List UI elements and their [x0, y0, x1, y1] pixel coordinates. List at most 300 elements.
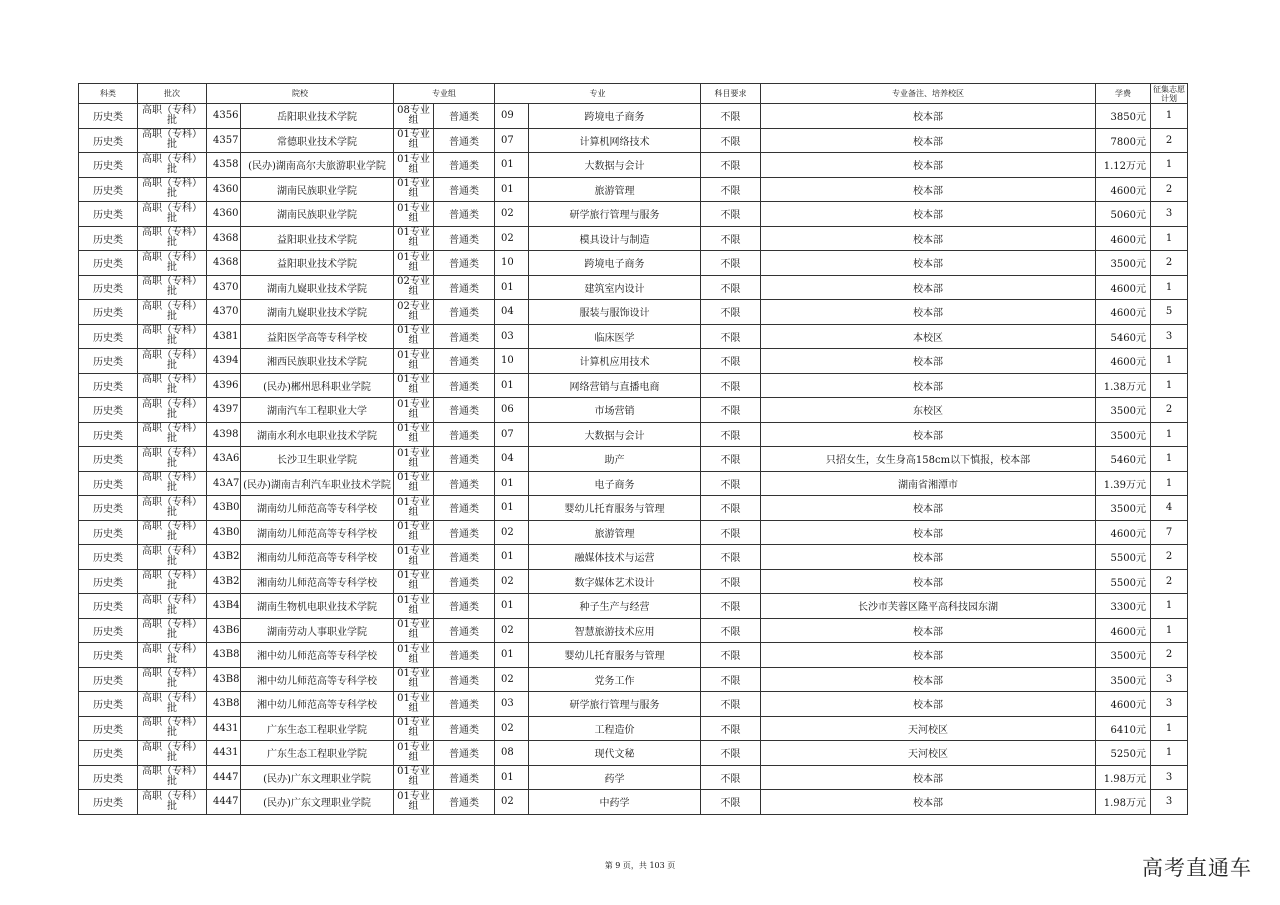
cell-batch-line: 批 — [167, 555, 177, 567]
cell-group-code-line: 01专业 — [397, 374, 430, 386]
table-row — [79, 153, 1188, 178]
cell-fee: 5250元 — [1096, 741, 1151, 766]
cell-group-code-line: 组 — [408, 580, 419, 592]
cell-school-code: 4358 — [207, 153, 241, 178]
cell-major-code: 01 — [495, 275, 529, 300]
cell-group-type: 普通类 — [434, 226, 495, 251]
cell-group-code-line: 组 — [408, 482, 419, 494]
cell-fee: 4600元 — [1096, 349, 1151, 374]
cell-batch — [138, 716, 207, 741]
cell-group-code-line: 组 — [408, 604, 419, 616]
cell-major-name: 助产 — [529, 447, 701, 472]
cell-plan: 1 — [1151, 373, 1188, 398]
cell-fee: 1.39万元 — [1096, 471, 1151, 496]
cell-batch-line: 高职（专科） — [142, 570, 202, 582]
cell-note: 校本部 — [761, 177, 1096, 202]
cell-group-code-line: 组 — [408, 114, 419, 126]
cell-category: 历史类 — [79, 643, 138, 668]
cell-major-code: 03 — [495, 324, 529, 349]
header-note: 专业备注、培养校区 — [761, 84, 1096, 104]
cell-batch — [138, 104, 207, 129]
cell-group-type: 普通类 — [434, 153, 495, 178]
cell-group-code-line: 组 — [408, 310, 419, 322]
cell-group-code-line: 组 — [408, 800, 419, 812]
cell-school-code: 4356 — [207, 104, 241, 129]
cell-batch-line: 批 — [167, 629, 177, 641]
cell-batch — [138, 202, 207, 227]
cell-group-type: 普通类 — [434, 422, 495, 447]
cell-major-name: 建筑室内设计 — [529, 275, 701, 300]
cell-category: 历史类 — [79, 667, 138, 692]
table-row — [79, 765, 1188, 790]
cell-plan: 2 — [1151, 545, 1188, 570]
cell-category: 历史类 — [79, 520, 138, 545]
cell-batch-line: 批 — [167, 286, 177, 298]
cell-batch-line: 高职（专科） — [142, 643, 202, 655]
cell-group-code-line: 01专业 — [397, 741, 430, 753]
cell-category: 历史类 — [79, 398, 138, 423]
cell-category: 历史类 — [79, 692, 138, 717]
cell-school-name: 湘中幼儿师范高等专科学校 — [241, 667, 394, 692]
cell-batch-line: 高职（专科） — [142, 717, 202, 729]
cell-school-code: 43B8 — [207, 643, 241, 668]
cell-group-code — [394, 716, 434, 741]
cell-note: 校本部 — [761, 618, 1096, 643]
cell-school-name: 湖南幼儿师范高等专科学校 — [241, 496, 394, 521]
cell-note: 校本部 — [761, 790, 1096, 815]
cell-group-code-line: 组 — [408, 653, 419, 665]
cell-fee: 5460元 — [1096, 324, 1151, 349]
cell-fee: 3500元 — [1096, 398, 1151, 423]
cell-fee: 5460元 — [1096, 447, 1151, 472]
cell-major-code: 01 — [495, 496, 529, 521]
table-row — [79, 275, 1188, 300]
cell-batch — [138, 447, 207, 472]
cell-group-code — [394, 104, 434, 129]
cell-major-name: 大数据与会计 — [529, 422, 701, 447]
cell-major-code: 01 — [495, 594, 529, 619]
cell-school-code: 4397 — [207, 398, 241, 423]
table-row — [79, 569, 1188, 594]
table-row — [79, 594, 1188, 619]
cell-category: 历史类 — [79, 349, 138, 374]
cell-major-name: 服装与服饰设计 — [529, 300, 701, 325]
cell-subject-req: 不限 — [701, 569, 761, 594]
cell-plan: 3 — [1151, 324, 1188, 349]
cell-fee: 4600元 — [1096, 618, 1151, 643]
cell-category: 历史类 — [79, 226, 138, 251]
cell-group-code-line: 组 — [408, 751, 419, 763]
cell-school-name: 湖南水利水电职业技术学院 — [241, 422, 394, 447]
cell-school-code: 4431 — [207, 741, 241, 766]
cell-major-code: 03 — [495, 692, 529, 717]
cell-school-code: 43B8 — [207, 667, 241, 692]
cell-major-name: 婴幼儿托育服务与管理 — [529, 496, 701, 521]
cell-batch-line: 批 — [167, 408, 177, 420]
cell-group-type: 普通类 — [434, 373, 495, 398]
table-row — [79, 447, 1188, 472]
cell-plan: 1 — [1151, 104, 1188, 129]
cell-major-code: 01 — [495, 177, 529, 202]
cell-group-code-line: 02专业 — [397, 276, 430, 288]
table-row — [79, 373, 1188, 398]
cell-group-code-line: 组 — [408, 629, 419, 641]
cell-school-code: 43A7 — [207, 471, 241, 496]
cell-plan: 3 — [1151, 790, 1188, 815]
cell-fee: 3500元 — [1096, 667, 1151, 692]
cell-group-type: 普通类 — [434, 128, 495, 153]
cell-group-code-line: 01专业 — [397, 717, 430, 729]
cell-group-code — [394, 765, 434, 790]
cell-major-code: 01 — [495, 545, 529, 570]
cell-group-code-line: 01专业 — [397, 349, 430, 361]
cell-subject-req: 不限 — [701, 790, 761, 815]
cell-major-code: 01 — [495, 643, 529, 668]
cell-note: 校本部 — [761, 569, 1096, 594]
cell-group-code-line: 组 — [408, 286, 419, 298]
cell-group-code-line: 组 — [408, 457, 419, 469]
cell-major-name: 种子生产与经营 — [529, 594, 701, 619]
cell-group-code-line: 01专业 — [397, 202, 430, 214]
cell-school-code: 4381 — [207, 324, 241, 349]
cell-group-code-line: 组 — [408, 335, 419, 347]
cell-batch-line: 高职（专科） — [142, 472, 202, 484]
cell-group-code-line: 01专业 — [397, 668, 430, 680]
cell-school-name: 湖南九嶷职业技术学院 — [241, 300, 394, 325]
cell-school-name: 常德职业技术学院 — [241, 128, 394, 153]
cell-group-code-line: 组 — [408, 139, 419, 151]
cell-category: 历史类 — [79, 447, 138, 472]
cell-batch-line: 批 — [167, 310, 177, 322]
cell-note: 本校区 — [761, 324, 1096, 349]
cell-subject-req: 不限 — [701, 471, 761, 496]
cell-fee: 4600元 — [1096, 226, 1151, 251]
table-row — [79, 128, 1188, 153]
cell-group-type: 普通类 — [434, 177, 495, 202]
cell-group-code-line: 01专业 — [397, 325, 430, 337]
cell-batch-line: 批 — [167, 212, 177, 224]
cell-batch-line: 高职（专科） — [142, 496, 202, 508]
cell-major-name: 数字媒体艺术设计 — [529, 569, 701, 594]
cell-batch-line: 高职（专科） — [142, 178, 202, 190]
cell-plan: 1 — [1151, 226, 1188, 251]
cell-group-code — [394, 643, 434, 668]
cell-plan: 7 — [1151, 520, 1188, 545]
cell-school-code: 4398 — [207, 422, 241, 447]
cell-group-type: 普通类 — [434, 643, 495, 668]
cell-group-code-line: 01专业 — [397, 643, 430, 655]
cell-subject-req: 不限 — [701, 104, 761, 129]
cell-batch-line: 批 — [167, 531, 177, 543]
header-fee: 学费 — [1096, 84, 1151, 104]
cell-group-type: 普通类 — [434, 471, 495, 496]
cell-group-code-line: 组 — [408, 506, 419, 518]
cell-major-code: 01 — [495, 471, 529, 496]
cell-major-name: 跨境电子商务 — [529, 104, 701, 129]
cell-plan: 1 — [1151, 153, 1188, 178]
cell-group-type: 普通类 — [434, 520, 495, 545]
cell-batch — [138, 569, 207, 594]
cell-subject-req: 不限 — [701, 692, 761, 717]
cell-group-code — [394, 153, 434, 178]
cell-group-code — [394, 741, 434, 766]
cell-group-code — [394, 618, 434, 643]
cell-major-code: 01 — [495, 153, 529, 178]
cell-fee: 4600元 — [1096, 275, 1151, 300]
cell-batch-line: 批 — [167, 188, 177, 200]
cell-group-code-line: 08专业 — [397, 104, 430, 116]
cell-subject-req: 不限 — [701, 349, 761, 374]
cell-subject-req: 不限 — [701, 398, 761, 423]
cell-fee: 4600元 — [1096, 177, 1151, 202]
cell-batch — [138, 545, 207, 570]
cell-batch — [138, 496, 207, 521]
page-number: 第 9 页，共 103 页 — [604, 861, 676, 870]
cell-school-code: 43B8 — [207, 692, 241, 717]
cell-plan: 1 — [1151, 618, 1188, 643]
cell-batch — [138, 226, 207, 251]
cell-major-code: 02 — [495, 226, 529, 251]
cell-major-name: 现代文秘 — [529, 741, 701, 766]
cell-group-code-line: 组 — [408, 163, 419, 175]
cell-category: 历史类 — [79, 251, 138, 276]
cell-school-name: 岳阳职业技术学院 — [241, 104, 394, 129]
cell-batch-line: 高职（专科） — [142, 398, 202, 410]
cell-category: 历史类 — [79, 765, 138, 790]
cell-school-name: 湖南民族职业学院 — [241, 202, 394, 227]
table-row — [79, 667, 1188, 692]
cell-school-code: 4447 — [207, 765, 241, 790]
cell-group-code-line: 01专业 — [397, 692, 430, 704]
cell-group-code-line: 01专业 — [397, 766, 430, 778]
cell-subject-req: 不限 — [701, 496, 761, 521]
cell-batch-line: 批 — [167, 482, 177, 494]
cell-note: 校本部 — [761, 300, 1096, 325]
cell-subject-req: 不限 — [701, 202, 761, 227]
cell-batch-line: 高职（专科） — [142, 668, 202, 680]
cell-plan: 2 — [1151, 643, 1188, 668]
cell-category: 历史类 — [79, 569, 138, 594]
cell-subject-req: 不限 — [701, 422, 761, 447]
cell-group-code-line: 02专业 — [397, 300, 430, 312]
cell-major-code: 01 — [495, 373, 529, 398]
cell-plan: 1 — [1151, 447, 1188, 472]
cell-major-name: 中药学 — [529, 790, 701, 815]
cell-note: 天河校区 — [761, 741, 1096, 766]
cell-batch-line: 批 — [167, 114, 177, 126]
cell-fee: 4600元 — [1096, 520, 1151, 545]
cell-group-code-line: 组 — [408, 727, 419, 739]
cell-group-type: 普通类 — [434, 618, 495, 643]
cell-group-type: 普通类 — [434, 398, 495, 423]
cell-category: 历史类 — [79, 496, 138, 521]
cell-category: 历史类 — [79, 177, 138, 202]
cell-fee: 4600元 — [1096, 692, 1151, 717]
cell-school-name: 湖南幼儿师范高等专科学校 — [241, 520, 394, 545]
cell-category: 历史类 — [79, 324, 138, 349]
cell-school-name: 长沙卫生职业学院 — [241, 447, 394, 472]
cell-plan: 1 — [1151, 349, 1188, 374]
cell-subject-req: 不限 — [701, 643, 761, 668]
cell-group-code-line: 01专业 — [397, 594, 430, 606]
cell-batch-line: 高职（专科） — [142, 129, 202, 141]
cell-plan: 2 — [1151, 177, 1188, 202]
cell-plan: 1 — [1151, 594, 1188, 619]
table-row — [79, 545, 1188, 570]
cell-school-code: 4360 — [207, 202, 241, 227]
cell-subject-req: 不限 — [701, 324, 761, 349]
cell-batch — [138, 324, 207, 349]
cell-group-code-line: 组 — [408, 237, 419, 249]
cell-school-name: (民办)湖南吉利汽车职业技术学院 — [241, 471, 394, 496]
cell-school-name: 湖南生物机电职业技术学院 — [241, 594, 394, 619]
header-category: 科类 — [79, 84, 138, 104]
cell-fee: 3500元 — [1096, 643, 1151, 668]
cell-batch-line: 批 — [167, 384, 177, 396]
cell-batch — [138, 594, 207, 619]
cell-subject-req: 不限 — [701, 128, 761, 153]
cell-batch — [138, 153, 207, 178]
cell-school-code: 4447 — [207, 790, 241, 815]
cell-group-code — [394, 324, 434, 349]
cell-batch — [138, 520, 207, 545]
cell-group-code — [394, 520, 434, 545]
cell-school-name: 湖南民族职业学院 — [241, 177, 394, 202]
cell-category: 历史类 — [79, 422, 138, 447]
cell-batch-line: 高职（专科） — [142, 202, 202, 214]
cell-major-code: 07 — [495, 128, 529, 153]
cell-group-type: 普通类 — [434, 447, 495, 472]
cell-batch-line: 高职（专科） — [142, 766, 202, 778]
cell-fee: 5500元 — [1096, 545, 1151, 570]
cell-group-code — [394, 177, 434, 202]
cell-group-type: 普通类 — [434, 545, 495, 570]
cell-batch — [138, 251, 207, 276]
cell-fee: 3500元 — [1096, 496, 1151, 521]
cell-category: 历史类 — [79, 790, 138, 815]
cell-group-code — [394, 202, 434, 227]
cell-category: 历史类 — [79, 275, 138, 300]
cell-major-code: 04 — [495, 447, 529, 472]
cell-subject-req: 不限 — [701, 716, 761, 741]
cell-group-code-line: 01专业 — [397, 790, 430, 802]
cell-major-code: 02 — [495, 569, 529, 594]
cell-major-name: 跨境电子商务 — [529, 251, 701, 276]
cell-major-name: 融媒体技术与运营 — [529, 545, 701, 570]
cell-note: 校本部 — [761, 765, 1096, 790]
cell-batch-line: 批 — [167, 751, 177, 763]
cell-note: 校本部 — [761, 520, 1096, 545]
cell-major-name: 计算机网络技术 — [529, 128, 701, 153]
cell-group-type: 普通类 — [434, 349, 495, 374]
cell-category: 历史类 — [79, 618, 138, 643]
cell-group-type: 普通类 — [434, 667, 495, 692]
cell-major-code: 04 — [495, 300, 529, 325]
cell-major-code: 02 — [495, 790, 529, 815]
table-row — [79, 496, 1188, 521]
cell-batch-line: 批 — [167, 261, 177, 273]
cell-batch-line: 批 — [167, 433, 177, 445]
cell-group-code — [394, 373, 434, 398]
cell-note: 校本部 — [761, 545, 1096, 570]
cell-batch-line: 高职（专科） — [142, 374, 202, 386]
cell-plan: 1 — [1151, 422, 1188, 447]
cell-group-code — [394, 226, 434, 251]
cell-batch — [138, 790, 207, 815]
header-row — [79, 84, 1188, 104]
cell-group-code — [394, 790, 434, 815]
cell-plan: 4 — [1151, 496, 1188, 521]
cell-group-type: 普通类 — [434, 569, 495, 594]
cell-batch-line: 高职（专科） — [142, 521, 202, 533]
cell-batch — [138, 177, 207, 202]
cell-fee: 6410元 — [1096, 716, 1151, 741]
cell-subject-req: 不限 — [701, 741, 761, 766]
cell-school-name: 广东生态工程职业学院 — [241, 716, 394, 741]
cell-subject-req: 不限 — [701, 667, 761, 692]
table-row — [79, 692, 1188, 717]
cell-batch-line: 批 — [167, 506, 177, 518]
header-group: 专业组 — [394, 84, 495, 104]
cell-note: 长沙市芙蓉区隆平高科技园东湖 — [761, 594, 1096, 619]
cell-category: 历史类 — [79, 594, 138, 619]
cell-group-code — [394, 128, 434, 153]
cell-school-code: 43A6 — [207, 447, 241, 472]
cell-group-code-line: 组 — [408, 408, 419, 420]
cell-batch-line: 批 — [167, 727, 177, 739]
table-row — [79, 398, 1188, 423]
cell-school-code: 43B2 — [207, 569, 241, 594]
cell-subject-req: 不限 — [701, 226, 761, 251]
cell-school-name: 湘中幼儿师范高等专科学校 — [241, 643, 394, 668]
cell-school-code: 4394 — [207, 349, 241, 374]
cell-batch-line: 高职（专科） — [142, 325, 202, 337]
cell-school-code: 43B2 — [207, 545, 241, 570]
cell-plan: 3 — [1151, 667, 1188, 692]
cell-fee: 3500元 — [1096, 251, 1151, 276]
cell-school-name: 广东生态工程职业学院 — [241, 741, 394, 766]
cell-major-code: 01 — [495, 765, 529, 790]
cell-note: 校本部 — [761, 275, 1096, 300]
cell-major-name: 智慧旅游技术应用 — [529, 618, 701, 643]
header-school: 院校 — [207, 84, 394, 104]
cell-group-code-line: 01专业 — [397, 447, 430, 459]
cell-group-code — [394, 569, 434, 594]
cell-batch-line: 批 — [167, 678, 177, 690]
cell-school-code: 43B0 — [207, 496, 241, 521]
cell-batch — [138, 275, 207, 300]
cell-plan: 1 — [1151, 716, 1188, 741]
cell-group-type: 普通类 — [434, 496, 495, 521]
cell-group-type: 普通类 — [434, 716, 495, 741]
cell-note: 校本部 — [761, 692, 1096, 717]
table-row — [79, 202, 1188, 227]
cell-major-code: 02 — [495, 618, 529, 643]
cell-batch-line: 批 — [167, 163, 177, 175]
cell-group-code — [394, 545, 434, 570]
cell-group-type: 普通类 — [434, 104, 495, 129]
cell-plan: 1 — [1151, 471, 1188, 496]
cell-plan: 1 — [1151, 741, 1188, 766]
cell-plan: 1 — [1151, 275, 1188, 300]
cell-fee: 3850元 — [1096, 104, 1151, 129]
cell-note: 东校区 — [761, 398, 1096, 423]
cell-group-code-line: 组 — [408, 776, 419, 788]
cell-note: 校本部 — [761, 153, 1096, 178]
cell-subject-req: 不限 — [701, 545, 761, 570]
cell-note: 湖南省湘潭市 — [761, 471, 1096, 496]
table-row — [79, 790, 1188, 815]
